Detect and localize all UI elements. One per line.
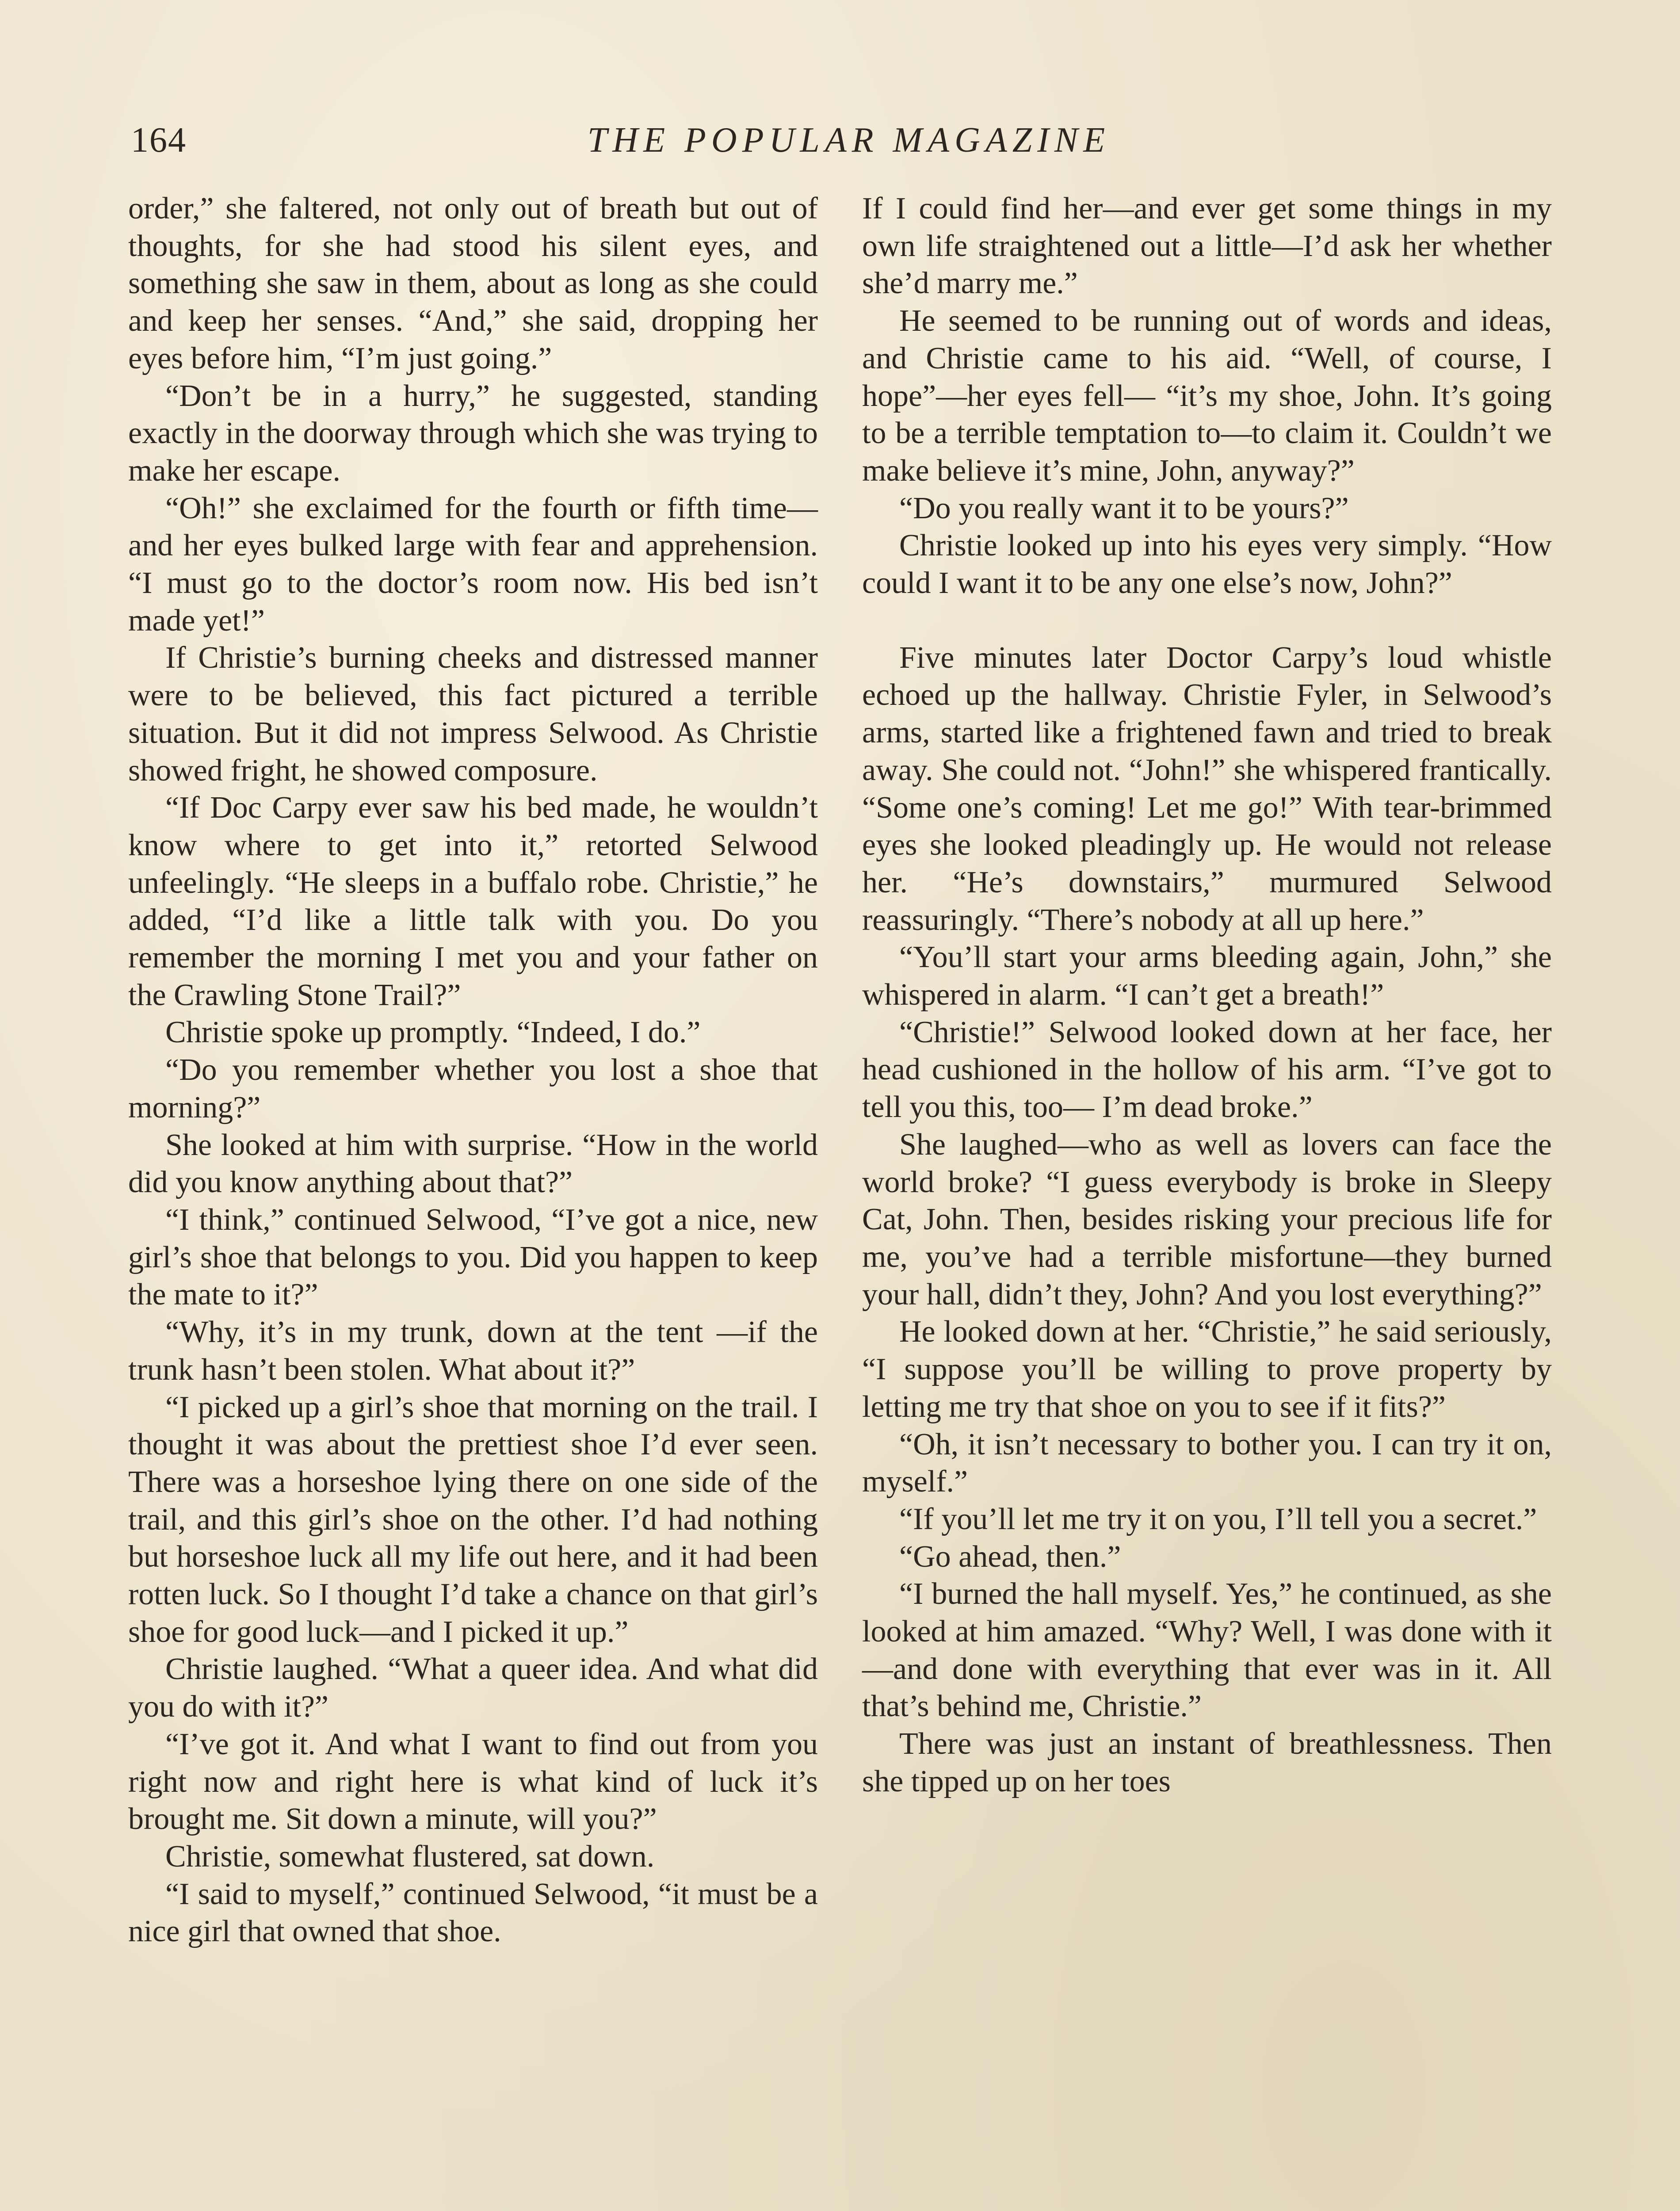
paragraph: order,” she faltered, not only out of breath but out of thoughts, for she had stood his silent eyes, and something she saw in them, about as long as she could and keep her senses. “And,” she said, dropping her eyes before him, “I’m just going.” (128, 191, 818, 375)
paragraph: Five minutes later Doctor Carpy’s loud whistle echoed up the hallway. Christie Fyler, in Selwood’s arms, started like a frightened fawn and tried to break away. She could not. “John!” she whispered frantically. “Some one’s coming! Let me go!” With tear-brimmed eyes she looked pleadingly up. He would not release her. “He’s downstairs,” murmured Selwood reassuringly. “There’s nobody at all up here.” (862, 640, 1552, 937)
paragraph: “Go ahead, then.” (899, 1539, 1121, 1574)
paragraph: “If Doc Carpy ever saw his bed made, he wouldn’t know where to get into it,” retorted Selwood unfeelingly. “He sleeps in a buffalo robe. Christie,” he added, “I’d like a little talk with you. Do you remember the morning I met you and your father on the Crawling Stone Trail?” (128, 791, 818, 1012)
paragraph: “Christie!” Selwood looked down at her face, her head cushioned in the hollow of his arm. “I’ve got to tell you this, too— I’m dead broke.” (862, 1015, 1552, 1125)
paragraph: “Oh!” she exclaimed for the fourth or fifth time—and her eyes bulked large with fear and apprehension. “I must go to the doctor’s room now. His bed isn’t made yet!” (128, 491, 818, 638)
right-text-column (862, 190, 1552, 1801)
running-header (0, 116, 1680, 164)
paragraph: “Do you really want it to be yours?” (899, 491, 1349, 525)
paragraph: Christie looked up into his eyes very simply. “How could I want it to be any one else’s now, John?” (862, 528, 1552, 601)
page-number: 164 (131, 121, 187, 160)
paragraph: She laughed—who as well as lovers can face the world broke? “I guess everybody is broke in Sleepy Cat, John. Then, besides risking your precious life for me, you’ve had a terrible misfortune—they burned your hall, didn’t they, John? And you lost everything?” (862, 1127, 1552, 1312)
paragraph: He looked down at her. “Christie,” he said seriously, “I suppose you’ll be willing to prove property by letting me try that shoe on you to see if it fits?” (862, 1315, 1552, 1424)
paragraph: “Do you remember whether you lost a shoe that morning?” (128, 1053, 818, 1125)
paragraph: She looked at him with surprise. “How in the world did you know anything about that?” (128, 1128, 818, 1200)
paragraph: Christie, somewhat flustered, sat down. (165, 1839, 655, 1874)
paragraph: There was just an instant of breathlessness. Then she tipped up on her toes (862, 1727, 1552, 1798)
paragraph: “I’ve got it. And what I want to find out from you right now and right here is what kind of luck it’s brought me. Sit down a minute, will you?” (128, 1727, 818, 1836)
paragraph: Christie spoke up promptly. “Indeed, I do.” (165, 1015, 701, 1050)
paragraph: “If you’ll let me try it on you, I’ll tell you a secret.” (899, 1502, 1537, 1536)
paragraph: “Oh, it isn’t necessary to bother you. I can try it on, myself.” (862, 1427, 1552, 1499)
paragraph: “You’ll start your arms bleeding again, John,” she whispered in alarm. “I can’t get a breath!” (862, 940, 1552, 1012)
paragraph: “I burned the hall myself. Yes,” he continued, as she looked at him amazed. “Why? Well, I was done with it—and done with everything that ever was in it. All that’s behind me, Christie.” (862, 1577, 1552, 1724)
paragraph: “I picked up a girl’s shoe that morning on the trail. I thought it was about the prettiest shoe I’d ever seen. There was a horseshoe lying there on one side of the trail, and this girl’s shoe on the other. I’d had nothing but horseshoe luck all my life out here, and it had been rotten luck. So I thought I’d take a chance on that girl’s shoe for good luck—and I picked it up.” (128, 1390, 818, 1649)
magazine-title: THE POPULAR MAGAZINE (587, 121, 1111, 160)
paragraph: He seemed to be running out of words and ideas, and Christie came to his aid. “Well, of course, I hope”—her eyes fell— “it’s my shoe, John. It’s going to be a terrible temptation to—to claim it. Couldn’t we make believe it’s mine, John, anyway?” (862, 304, 1552, 488)
left-text-column (128, 190, 818, 1951)
paragraph: If I could find her—and ever get some things in my own life straightened out a little—I’d ask her whether she’d marry me.” (862, 191, 1552, 301)
paragraph: “Why, it’s in my trunk, down at the tent —if the trunk hasn’t been stolen. What about it?” (128, 1315, 818, 1387)
paragraph: “I think,” continued Selwood, “I’ve got a nice, new girl’s shoe that belongs to you. Did you happen to keep the mate to it?” (128, 1202, 818, 1312)
paragraph: “I said to myself,” continued Selwood, “it must be a nice girl that owned that shoe. (128, 1877, 818, 1949)
paragraph: If Christie’s burning cheeks and distressed manner were to be believed, this fact pictured a terrible situation. But it did not impress Selwood. As Christie showed fright, he showed composure. (128, 641, 818, 788)
paragraph: Christie laughed. “What a queer idea. And what did you do with it?” (128, 1652, 818, 1724)
paragraph: “Don’t be in a hurry,” he suggested, standing exactly in the doorway through which she was trying to make her escape. (128, 379, 818, 488)
